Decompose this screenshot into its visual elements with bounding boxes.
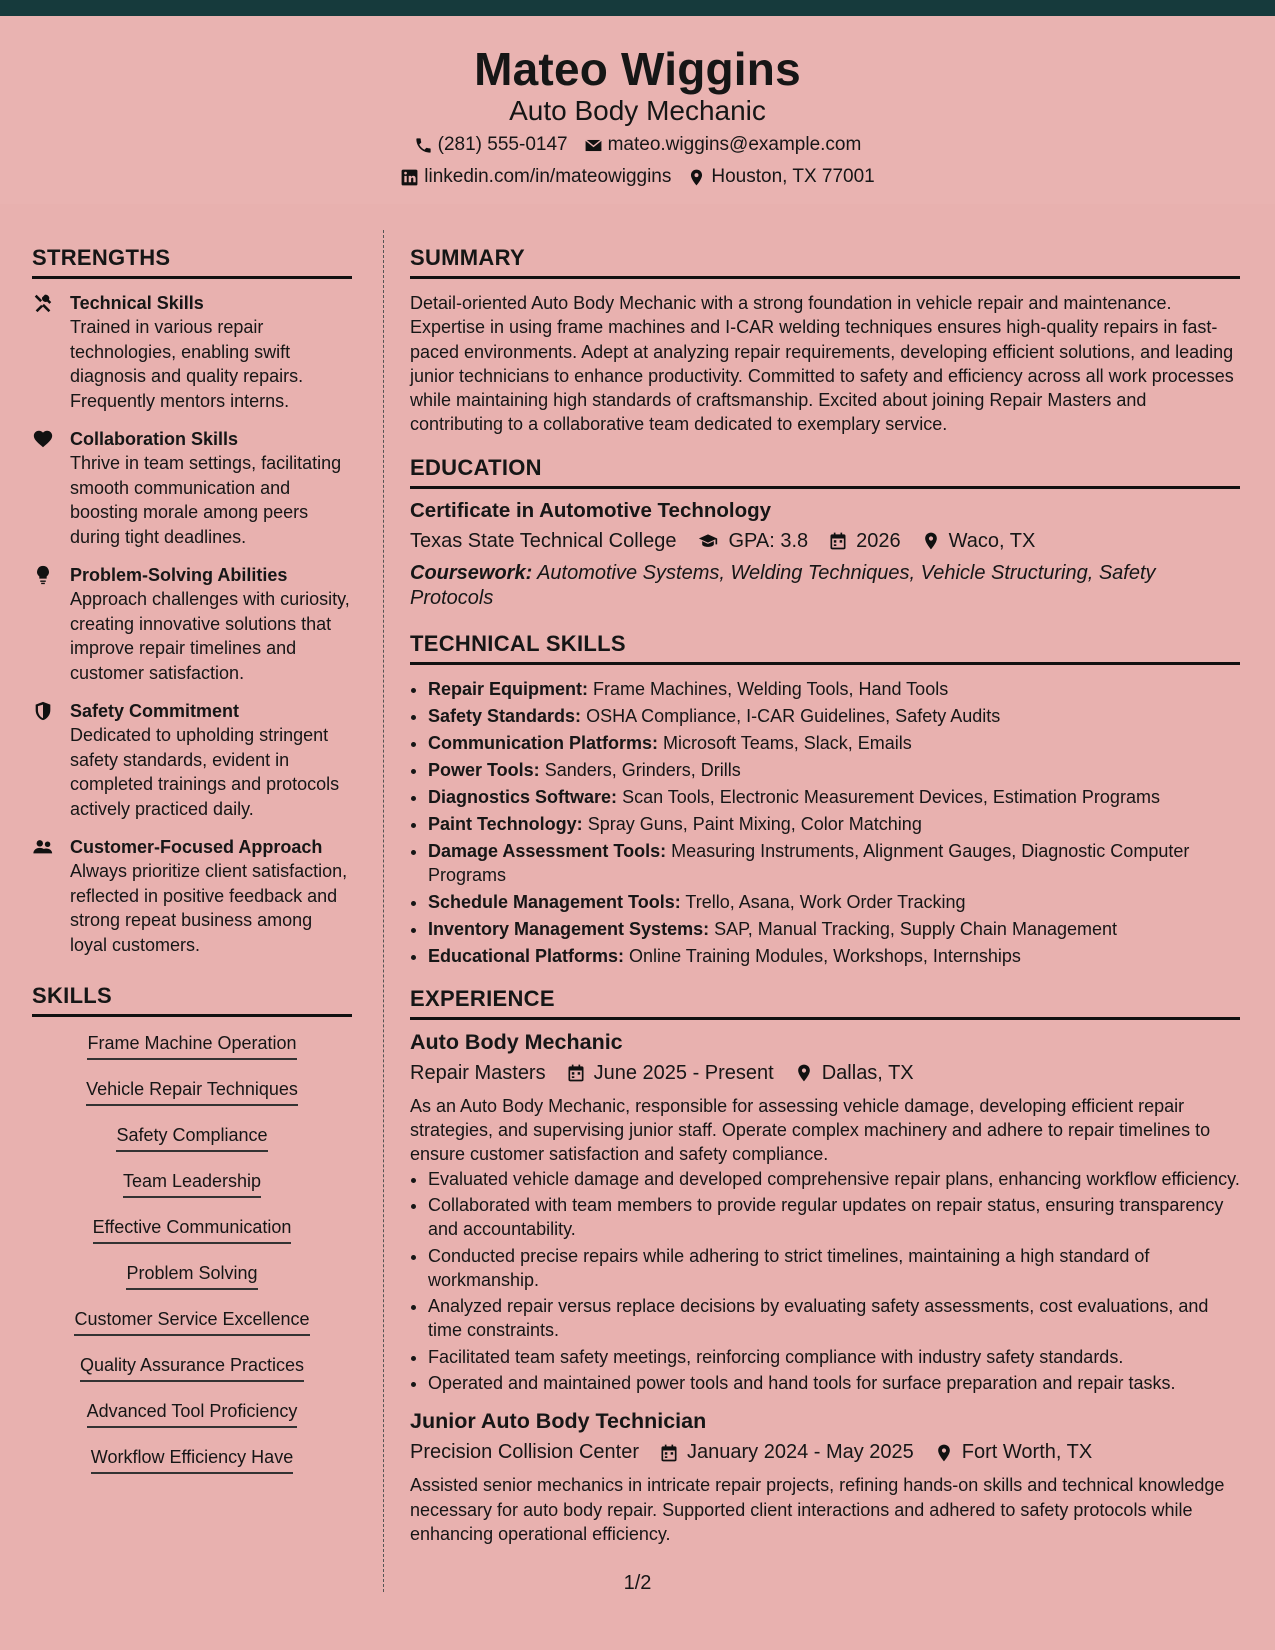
- shield-icon: [32, 700, 54, 722]
- education-meta: [410, 530, 1240, 553]
- map-pin-icon: [934, 1443, 954, 1463]
- list-item: • Facilitated team safety meetings, reinforcing compliance with industry safety standards.: [428, 1345, 1240, 1369]
- skill-tag: Effective Communication: [93, 1215, 292, 1244]
- summary-text: Detail-oriented Auto Body Mechanic with a strong foundation in vehicle repair and maintenance. Expertise in using frame machines and I-CAR welding techniques ensures high-quality repairs in fast-paced environments. Adept at analyzing repair requirements, developing efficient solutions, and leading junior technicians to enhance productivity. Committed to safety and efficiency across all work processes while maintaining high standards of craftsmanship. Excited about joining Repair Masters and contributing to a collaborative team dedicated to exemplary service.: [410, 293, 1234, 435]
- skill-tag: Safety Compliance: [116, 1123, 267, 1152]
- skill-tag: Team Leadership: [123, 1169, 261, 1198]
- job-location: Fort Worth, TX: [961, 1441, 1093, 1464]
- technical-skills-list: [410, 677, 1240, 968]
- list-item: • Communication Platforms: Microsoft Teams, Slack, Emails: [428, 731, 1240, 755]
- users-icon: [32, 836, 54, 858]
- technical-skills-heading: TECHNICAL SKILLS: [410, 631, 1240, 665]
- list-item: • Diagnostics Software: Scan Tools, Electronic Measurement Devices, Estimation Programs: [428, 785, 1240, 809]
- map-pin-icon: [687, 168, 706, 187]
- map-pin-icon: [794, 1063, 814, 1083]
- tools-icon: [32, 292, 54, 314]
- list-item: • Power Tools: Sanders, Grinders, Drills: [428, 758, 1240, 782]
- job-meta: [410, 1062, 1240, 1085]
- summary-heading: SUMMARY: [410, 245, 1240, 279]
- job-description: As an Auto Body Mechanic, responsible for assessing vehicle damage, developing efficient repair strategies, and supervising junior staff. Operate complex machinery and adhere to repair timelines to ensure customer satisfaction and safety compliance.: [410, 1095, 1211, 1165]
- education-heading: EDUCATION: [410, 455, 1240, 489]
- strength-item: [32, 563, 352, 685]
- strength-item: [32, 835, 352, 957]
- list-item: • Schedule Management Tools: Trello, Asana, Work Order Tracking: [428, 890, 1240, 914]
- job-title: Auto Body Mechanic: [410, 1029, 623, 1054]
- lightbulb-icon: [32, 564, 54, 586]
- job-company: Precision Collision Center: [410, 1441, 639, 1464]
- column-divider: [383, 230, 384, 1592]
- strength-item: [32, 699, 352, 821]
- map-pin-icon: [921, 531, 941, 551]
- graduation-cap-icon: [696, 531, 720, 551]
- resume-header: [0, 16, 1275, 204]
- job-title: Junior Auto Body Technician: [410, 1409, 707, 1434]
- contact-row-1: [0, 134, 1275, 156]
- coursework-label: Coursework:: [410, 561, 533, 584]
- location-contact: [687, 166, 874, 188]
- strength-desc: Trained in various repair technologies, enabling swift diagnosis and quality repairs. Frequently mentors interns.: [70, 317, 304, 411]
- strength-desc: Approach challenges with curiosity, creating innovative solutions that improve repair timelines and customer satisfaction.: [70, 589, 350, 683]
- strength-item: [32, 427, 352, 549]
- skill-tag: Vehicle Repair Techniques: [86, 1077, 298, 1106]
- skill-tag: Advanced Tool Proficiency: [87, 1399, 298, 1428]
- list-item: • Educational Platforms: Online Training Modules, Workshops, Internships: [428, 944, 1240, 968]
- list-item: • Paint Technology: Spray Guns, Paint Mixing, Color Matching: [428, 812, 1240, 836]
- education-coursework: [410, 561, 1240, 611]
- candidate-title: Auto Body Mechanic: [509, 95, 766, 126]
- strength-title: Problem-Solving Abilities: [70, 565, 288, 585]
- list-item: • Repair Equipment: Frame Machines, Welding Tools, Hand Tools: [428, 677, 1240, 701]
- location-text: Houston, TX 77001: [711, 166, 875, 187]
- strength-desc: Always prioritize client satisfaction, reflected in positive feedback and strong repeat business among loyal customers.: [70, 861, 348, 955]
- job-dates: January 2024 - May 2025: [686, 1441, 914, 1464]
- calendar-icon: [828, 531, 848, 551]
- candidate-name: Mateo Wiggins: [474, 43, 801, 95]
- contact-row-2: [0, 166, 1275, 188]
- strengths-heading: STRENGTHS: [32, 245, 352, 279]
- skill-tag: Customer Service Excellence: [74, 1307, 309, 1336]
- education-year: 2026: [856, 529, 901, 552]
- list-item: • Evaluated vehicle damage and developed comprehensive repair plans, enhancing workflow efficiency.: [428, 1167, 1240, 1191]
- job-dates: June 2025 - Present: [593, 1061, 774, 1084]
- linkedin-text: linkedin.com/in/mateowiggins: [424, 166, 672, 187]
- job-company: Repair Masters: [410, 1061, 546, 1084]
- strength-item: [32, 291, 352, 413]
- page-number: 1/2: [623, 1572, 652, 1594]
- skill-tag: Workflow Efficiency Have: [91, 1445, 293, 1474]
- coursework-text: Automotive Systems, Welding Techniques, Vehicle Structuring, Safety Protocols: [410, 561, 1156, 609]
- skills-heading: SKILLS: [32, 983, 352, 1017]
- list-item: • Damage Assessment Tools: Measuring Instruments, Alignment Gauges, Diagnostic Computer Programs: [428, 839, 1240, 887]
- education-degree: Certificate in Automotive Technology: [410, 498, 772, 522]
- skill-tag: Problem Solving: [126, 1261, 257, 1290]
- phone-icon: [414, 136, 433, 155]
- phone-text: (281) 555-0147: [437, 134, 568, 155]
- strength-desc: Dedicated to upholding stringent safety standards, evident in completed trainings and protocols actively practiced daily.: [70, 725, 340, 819]
- skill-tag: Quality Assurance Practices: [80, 1353, 304, 1382]
- email-text: mateo.wiggins@example.com: [607, 134, 862, 155]
- strength-title: Safety Commitment: [70, 701, 240, 721]
- list-item: • Analyzed repair versus replace decisions by evaluating safety assessments, cost evaluations, and time constraints.: [428, 1294, 1240, 1343]
- strength-title: Collaboration Skills: [70, 429, 239, 449]
- list-item: • Collaborated with team members to provide regular updates on repair status, ensuring transparency and accountability.: [428, 1193, 1240, 1242]
- experience-heading: EXPERIENCE: [410, 986, 1240, 1020]
- list-item: • Inventory Management Systems: SAP, Manual Tracking, Supply Chain Management: [428, 917, 1240, 941]
- strength-desc: Thrive in team settings, facilitating smooth communication and boosting morale among peers during tight deadlines.: [70, 453, 342, 547]
- job-meta: [410, 1441, 1240, 1464]
- envelope-icon: [584, 136, 603, 155]
- linkedin-icon: [400, 168, 419, 187]
- phone-contact: [414, 134, 568, 156]
- calendar-icon: [659, 1443, 679, 1463]
- calendar-icon: [566, 1063, 586, 1083]
- strength-title: Customer-Focused Approach: [70, 837, 323, 857]
- education-location: Waco, TX: [948, 529, 1036, 552]
- job-bullets: [410, 1167, 1240, 1396]
- job-location: Dallas, TX: [821, 1061, 914, 1084]
- top-accent-bar: [0, 0, 1275, 16]
- skills-list: [32, 1031, 352, 1491]
- list-item: • Operated and maintained power tools and hand tools for surface preparation and repair tasks.: [428, 1371, 1240, 1395]
- education-gpa: GPA: 3.8: [728, 529, 809, 552]
- list-item: • Safety Standards: OSHA Compliance, I-CAR Guidelines, Safety Audits: [428, 704, 1240, 728]
- job-description: Assisted senior mechanics in intricate repair projects, refining hands-on skills and technical knowledge necessary for auto body repair. Supported client interactions and adhered to safety protocols while enhancing operational efficiency.: [410, 1475, 1225, 1544]
- heart-icon: [32, 428, 54, 450]
- right-column: [410, 245, 1240, 1546]
- email-contact[interactable]: [584, 134, 862, 156]
- list-item: • Conducted precise repairs while adhering to strict timelines, maintaining a high standard of workmanship.: [428, 1244, 1240, 1293]
- skill-tag: Frame Machine Operation: [87, 1031, 296, 1060]
- strength-title: Technical Skills: [70, 293, 204, 313]
- education-school: Texas State Technical College: [410, 529, 677, 552]
- left-column: [32, 245, 352, 1491]
- linkedin-contact[interactable]: [400, 166, 671, 188]
